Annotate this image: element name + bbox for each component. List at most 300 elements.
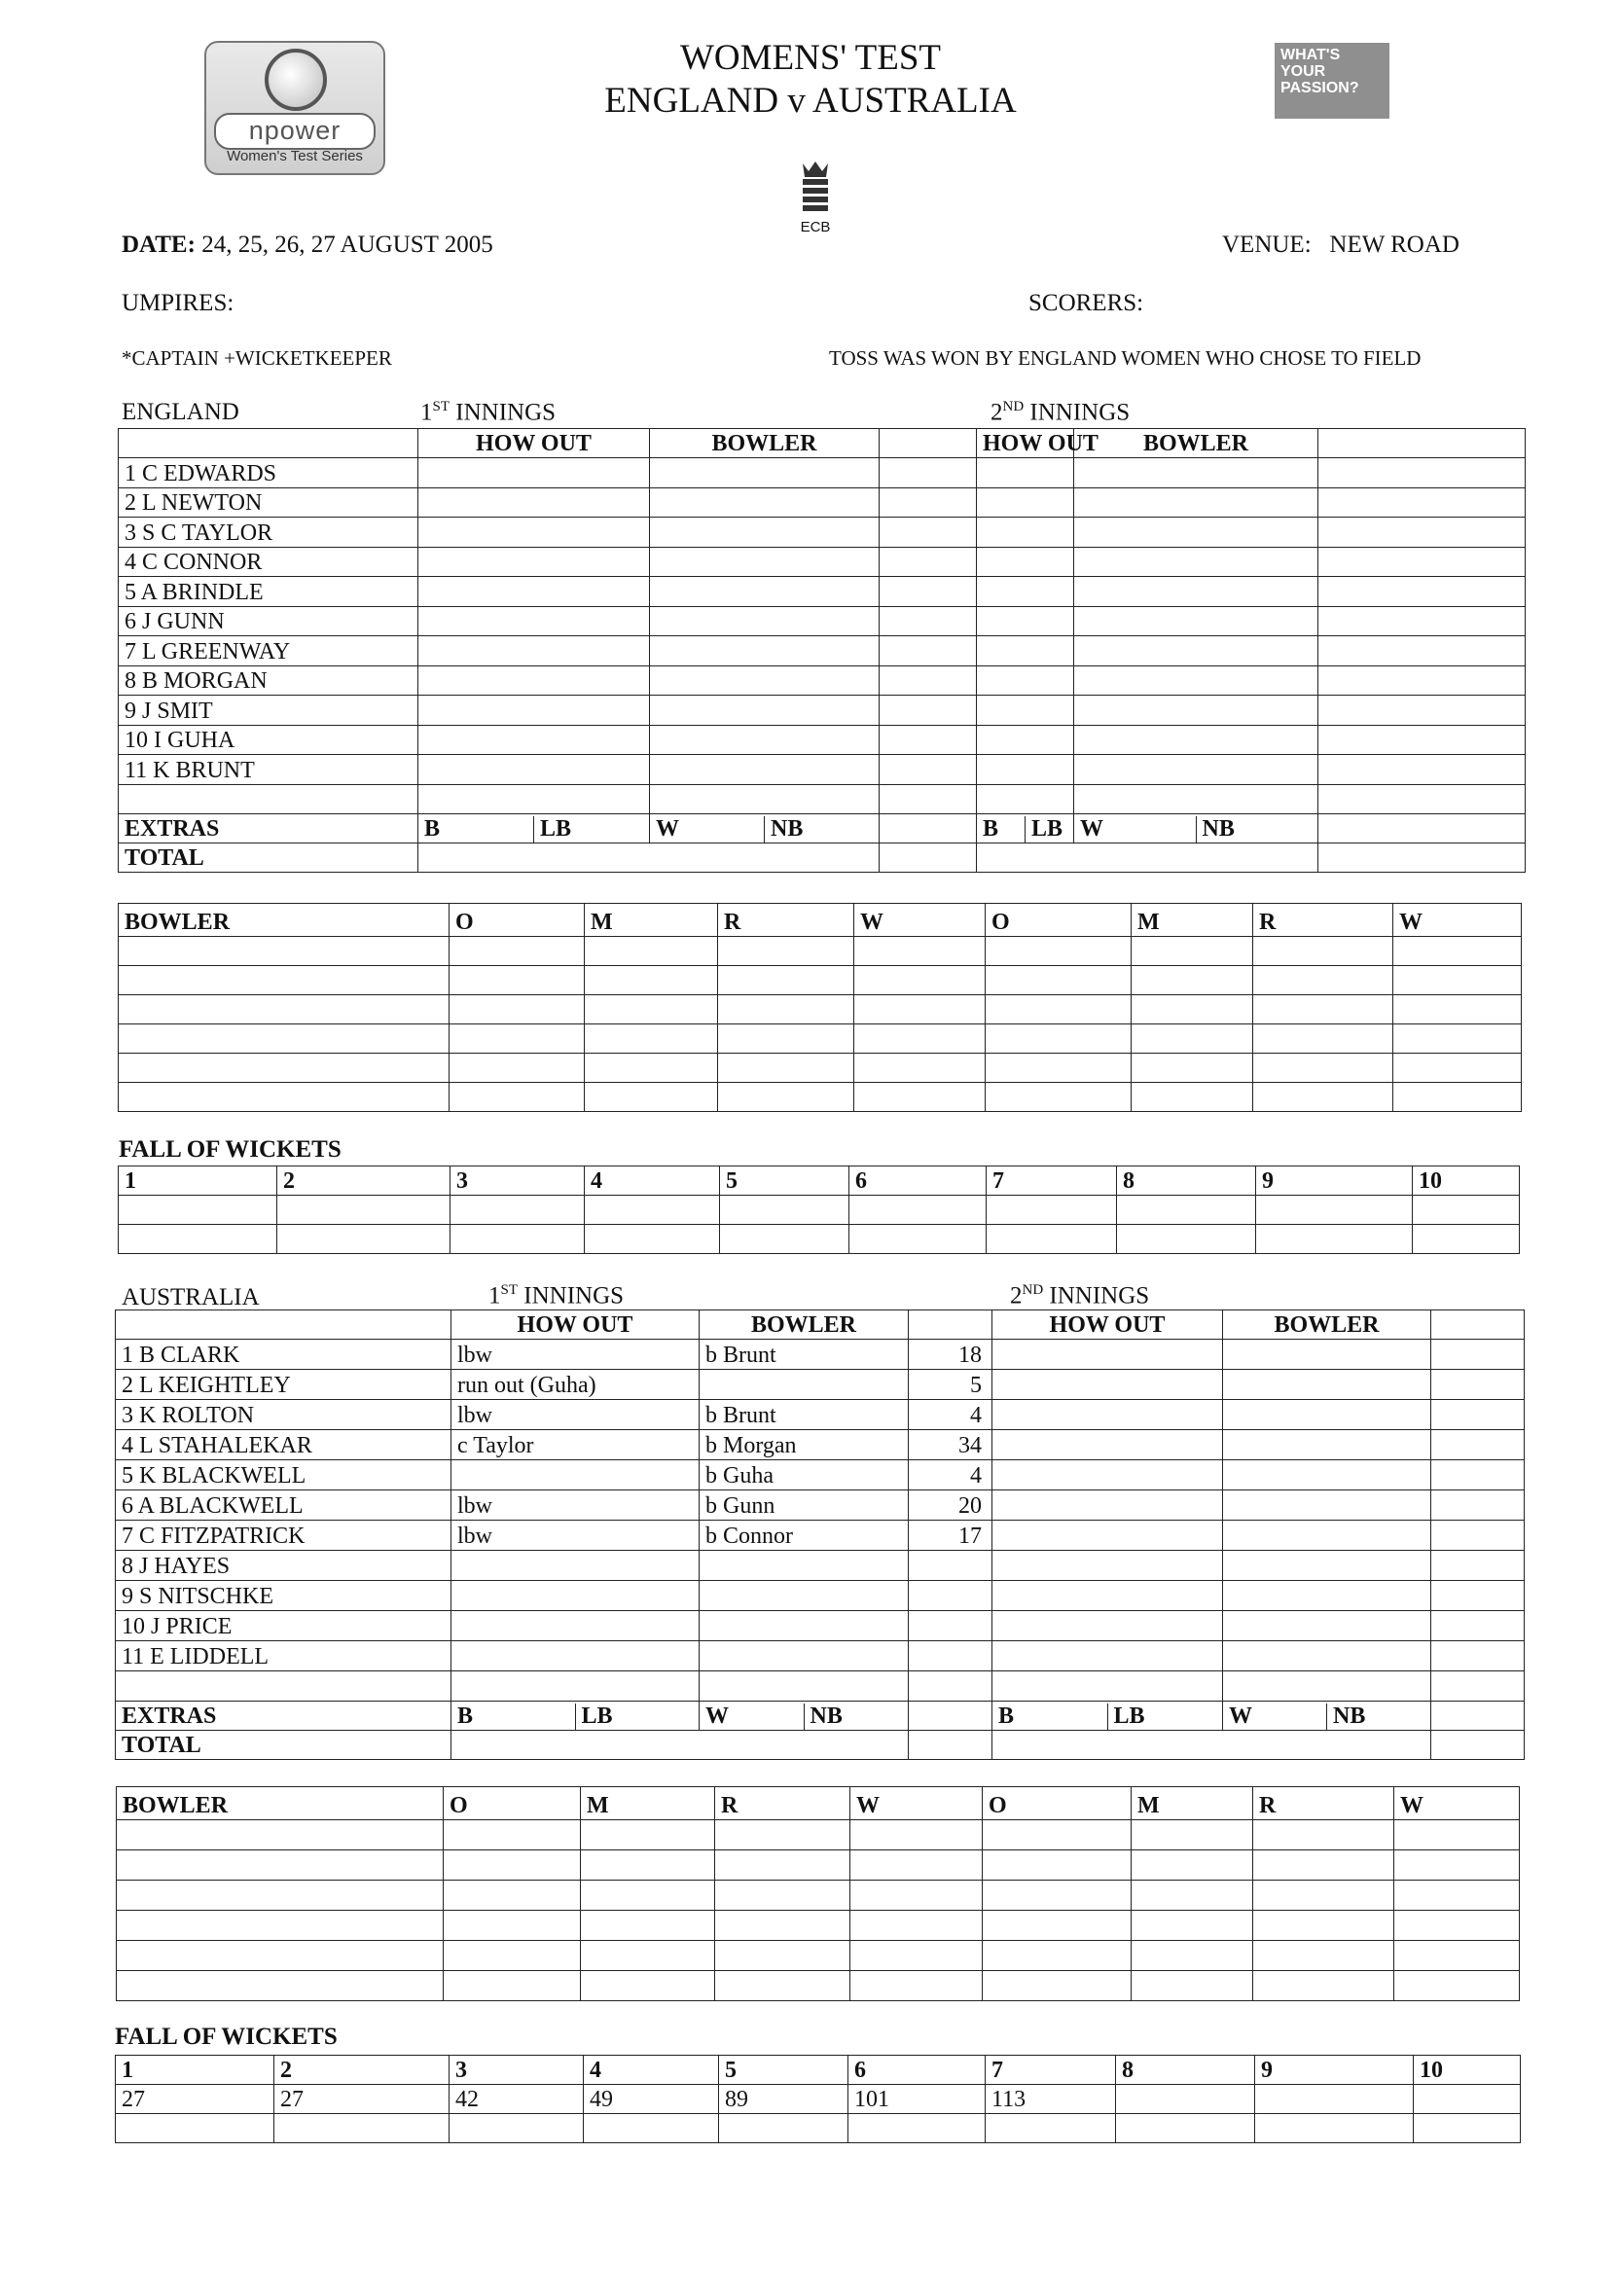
bowling-stat [1253, 1024, 1393, 1054]
australia-extras-breakdown-table [992, 1704, 1222, 1730]
bowling-stat [718, 1054, 854, 1083]
batter-bowler [650, 487, 880, 518]
batter-runs-2nd [1318, 665, 1526, 696]
bowling-stat [854, 995, 986, 1024]
batter-name: 11 K BRUNT [119, 755, 418, 785]
blank-cell [719, 2114, 848, 2143]
batter-runs [909, 1641, 992, 1671]
batter-runs-2nd [1431, 1400, 1525, 1430]
table-row [992, 1704, 1222, 1730]
australia-extras-breakdown-table [451, 1704, 699, 1730]
england-batter-row [119, 458, 1526, 488]
extras-w-label: W [700, 1704, 804, 1730]
fow-score: 27 [116, 2085, 274, 2114]
england-bowling-header [119, 904, 1522, 937]
npower-logo-series: Women's Test Series [227, 148, 363, 164]
australia-fow-blank [116, 2114, 1521, 2143]
total-label: TOTAL [116, 1731, 451, 1760]
bowling-stat [1253, 966, 1393, 995]
australia-bowler-row [117, 1941, 1520, 1971]
ecb-crest-icon [791, 158, 840, 245]
batter-bowler [700, 1370, 909, 1400]
npower-logo [204, 41, 385, 175]
bowling-stat [850, 1881, 983, 1911]
bowling-stat [854, 1083, 986, 1112]
venue-label: VENUE: [1222, 232, 1312, 258]
bowling-stat [450, 1083, 585, 1112]
blank-cell [1116, 2114, 1255, 2143]
batter-how-out-2nd [992, 1581, 1223, 1611]
batter-how-out-2nd [977, 518, 1074, 548]
bowler-column-header: BOWLER [119, 904, 450, 937]
bowling-stat [581, 1911, 715, 1941]
fow-wicket-number: 8 [1117, 1166, 1256, 1196]
batter-bowler-2nd [1074, 636, 1318, 666]
umpires-label: UMPIRES: [122, 290, 234, 316]
blank-cell [992, 1671, 1223, 1702]
venue-value: NEW ROAD [1329, 232, 1459, 258]
batter-runs [880, 725, 977, 755]
fow-wicket-number: 2 [274, 2056, 450, 2085]
england-fow-table [118, 1166, 1520, 1254]
australia-blank-row [116, 1671, 1525, 1702]
bowling-stat [1393, 966, 1522, 995]
batter-runs: 18 [909, 1340, 992, 1370]
batter-name: 6 J GUNN [119, 606, 418, 636]
england-bowling-table [118, 903, 1522, 1112]
batter-name: 3 S C TAYLOR [119, 518, 418, 548]
extras-label: EXTRAS [119, 814, 418, 843]
fow-wicket-number: 3 [450, 1166, 585, 1196]
batter-how-out-2nd [977, 458, 1074, 488]
batter-how-out-2nd [992, 1370, 1223, 1400]
batter-bowler-2nd [1074, 577, 1318, 607]
bowling-stat-header: M [585, 904, 718, 937]
batter-how-out [418, 725, 650, 755]
england-batter-row [119, 665, 1526, 696]
bowling-stat [1132, 937, 1253, 966]
bowling-stat [1394, 1820, 1520, 1850]
total-runs [909, 1731, 992, 1760]
blank-cell [986, 2114, 1116, 2143]
batter-runs-2nd [1318, 696, 1526, 726]
bowling-stat [581, 1971, 715, 2001]
batter-runs-2nd [1431, 1641, 1525, 1671]
batter-bowler-2nd [1223, 1370, 1431, 1400]
batter-bowler [650, 725, 880, 755]
title-line-2: ENGLAND v AUSTRALIA [604, 81, 1017, 121]
innings-word: INNINGS [1029, 399, 1131, 426]
batter-runs-2nd [1318, 755, 1526, 785]
england-bowler-row [119, 937, 1522, 966]
bowling-stat [585, 995, 718, 1024]
bowling-stat [718, 966, 854, 995]
england-batting-table [118, 428, 1526, 873]
bowler-header: BOWLER [650, 429, 880, 458]
batter-how-out-2nd [992, 1551, 1223, 1581]
blank-cell [450, 1225, 585, 1254]
bowling-stat [585, 1054, 718, 1083]
england-batter-row [119, 547, 1526, 577]
batter-how-out [418, 577, 650, 607]
extras-runs-2nd [1431, 1702, 1525, 1731]
batter-runs-2nd [1318, 458, 1526, 488]
batter-bowler [650, 665, 880, 696]
batter-runs [880, 547, 977, 577]
batter-bowler [650, 458, 880, 488]
batter-bowler [650, 547, 880, 577]
bowling-stat-header: M [1132, 904, 1253, 937]
batter-how-out [418, 518, 650, 548]
batter-runs [909, 1551, 992, 1581]
bowler-name [117, 1820, 444, 1850]
bowling-stat-header: W [1393, 904, 1522, 937]
blank-cell [909, 1671, 992, 1702]
batter-how-out [451, 1460, 700, 1490]
batter-bowler-2nd [1074, 518, 1318, 548]
batter-bowler [650, 606, 880, 636]
bowling-stat [1393, 1054, 1522, 1083]
extras-lb-label: LB [1031, 816, 1063, 842]
australia-fow-scores [116, 2085, 1521, 2114]
total-blank-2nd [992, 1731, 1431, 1760]
bowling-stat [450, 1024, 585, 1054]
extras-nb-label: NB [771, 816, 804, 842]
fow-wicket-number: 4 [584, 2056, 719, 2085]
bowling-stat [715, 1911, 850, 1941]
batter-how-out [418, 487, 650, 518]
batter-runs: 17 [909, 1521, 992, 1551]
fow-score [1256, 1196, 1413, 1225]
australia-extras-row [116, 1702, 1525, 1731]
bowling-stat [718, 1083, 854, 1112]
bowling-stat-header: O [986, 904, 1132, 937]
batter-how-out-2nd [992, 1460, 1223, 1490]
fow-score [1413, 1196, 1520, 1225]
blank-cell [720, 1225, 849, 1254]
batter-name: 9 S NITSCHKE [116, 1581, 451, 1611]
extras-label: EXTRAS [116, 1702, 451, 1731]
australia-bowler-row [117, 1971, 1520, 2001]
batter-bowler: b Brunt [700, 1340, 909, 1370]
bowling-stat [1253, 1054, 1393, 1083]
bowler-name [117, 1971, 444, 2001]
australia-batter-row [116, 1641, 1525, 1671]
bowling-stat [983, 1850, 1132, 1881]
batter-how-out-2nd [977, 696, 1074, 726]
bowler-name [117, 1850, 444, 1881]
batter-how-out: run out (Guha) [451, 1370, 700, 1400]
fow-wicket-number: 9 [1256, 1166, 1413, 1196]
batter-runs: 4 [909, 1460, 992, 1490]
fow-wicket-number: 3 [450, 2056, 584, 2085]
table-row [418, 816, 649, 843]
batter-bowler: b Brunt [700, 1400, 909, 1430]
bowling-stat [450, 1054, 585, 1083]
batter-name: 11 E LIDDELL [116, 1641, 451, 1671]
batter-runs-2nd [1318, 606, 1526, 636]
batter-how-out-2nd [992, 1521, 1223, 1551]
extras-runs [909, 1702, 992, 1731]
bowling-stat [850, 1941, 983, 1971]
batter-runs [880, 606, 977, 636]
bowling-stat [983, 1941, 1132, 1971]
batter-bowler-2nd [1223, 1611, 1431, 1641]
batter-runs: 5 [909, 1370, 992, 1400]
bowler-name [119, 937, 450, 966]
bowling-stat [854, 1054, 986, 1083]
bowling-stat [718, 1024, 854, 1054]
batter-how-out [451, 1581, 700, 1611]
batter-how-out-2nd [992, 1400, 1223, 1430]
batter-runs [880, 458, 977, 488]
batter-runs: 4 [909, 1400, 992, 1430]
extras-w-label: W [1074, 816, 1196, 843]
bowling-stat [450, 966, 585, 995]
batter-bowler: b Connor [700, 1521, 909, 1551]
bowling-stat [1253, 1083, 1393, 1112]
date-line [122, 232, 493, 259]
batter-how-out-2nd [992, 1611, 1223, 1641]
batter-runs [909, 1581, 992, 1611]
blank-cell [987, 1225, 1117, 1254]
bowler-name [119, 966, 450, 995]
fow-wicket-number: 10 [1413, 1166, 1520, 1196]
australia-batter-row [116, 1430, 1525, 1460]
bowling-stat [581, 1881, 715, 1911]
batter-name: 7 C FITZPATRICK [116, 1521, 451, 1551]
batter-bowler [700, 1581, 909, 1611]
batter-runs [880, 755, 977, 785]
fow-score [1116, 2085, 1255, 2114]
bowling-stat [1132, 1820, 1253, 1850]
bowling-stat [1394, 1881, 1520, 1911]
bowling-stat [983, 1911, 1132, 1941]
blank-cell [119, 784, 418, 814]
fow-score [585, 1196, 720, 1225]
batter-name: 8 B MORGAN [119, 665, 418, 696]
blank-cell [650, 784, 880, 814]
innings1-sup: ST [432, 399, 450, 414]
bowling-stat [1132, 995, 1253, 1024]
bowling-stat [715, 1881, 850, 1911]
bowling-stat [581, 1941, 715, 1971]
bowling-stat [715, 1971, 850, 2001]
batter-runs [909, 1611, 992, 1641]
england-batter-row [119, 518, 1526, 548]
batter-bowler [650, 518, 880, 548]
batter-name: 5 K BLACKWELL [116, 1460, 451, 1490]
blank-cell [880, 784, 977, 814]
batter-how-out-2nd [977, 725, 1074, 755]
batter-runs-2nd [1431, 1551, 1525, 1581]
blank-cell [700, 1671, 909, 1702]
batter-how-out [451, 1551, 700, 1581]
batter-header-cell [119, 429, 418, 458]
blank-cell [1255, 2114, 1414, 2143]
bowling-stat [983, 1820, 1132, 1850]
australia-innings2-heading [1010, 1282, 1149, 1309]
batter-bowler [650, 696, 880, 726]
bowling-stat [444, 1941, 581, 1971]
bowling-stat [850, 1911, 983, 1941]
batter-name: 5 A BRINDLE [119, 577, 418, 607]
bowling-stat [1253, 1881, 1394, 1911]
batter-header-cell [116, 1310, 451, 1340]
batter-how-out [451, 1611, 700, 1641]
innings1-num: 1 [420, 399, 433, 426]
fow-wicket-number: 1 [119, 1166, 277, 1196]
bowling-stat [585, 937, 718, 966]
batter-name: 10 I GUHA [119, 725, 418, 755]
bowling-stat [1394, 1971, 1520, 2001]
extras-nb-label: NB [1333, 1704, 1366, 1729]
batter-bowler-2nd [1223, 1641, 1431, 1671]
england-batter-row [119, 636, 1526, 666]
england-fow-blank [119, 1225, 1520, 1254]
australia-batter-row [116, 1611, 1525, 1641]
extras-b-label: B [418, 816, 534, 843]
runs-header-cell [1318, 429, 1526, 458]
batter-how-out-2nd [992, 1490, 1223, 1521]
batter-runs [880, 518, 977, 548]
batter-bowler-2nd [1074, 665, 1318, 696]
bowling-stat-header: O [983, 1787, 1132, 1820]
australia-fow-label: FALL OF WICKETS [115, 2024, 338, 2050]
innings2-num: 2 [1010, 1282, 1023, 1309]
england-extras-breakdown [977, 814, 1074, 843]
australia-innings1-heading [488, 1282, 624, 1309]
title-line-1: WOMENS' TEST [679, 38, 942, 78]
innings-word: INNINGS [523, 1282, 625, 1309]
batter-bowler: b Gunn [700, 1490, 909, 1521]
bowler-header: BOWLER [1223, 1310, 1431, 1340]
australia-batter-row [116, 1551, 1525, 1581]
total-runs [880, 843, 977, 873]
blank-cell [451, 1671, 700, 1702]
blank-cell [1413, 1225, 1520, 1254]
batter-how-out: lbw [451, 1521, 700, 1551]
batter-runs-2nd [1431, 1430, 1525, 1460]
england-innings2-heading [991, 399, 1130, 426]
fow-score [1117, 1196, 1256, 1225]
bowling-stat [581, 1820, 715, 1850]
bowling-stat [1132, 1971, 1253, 2001]
batter-bowler-2nd [1223, 1340, 1431, 1370]
batter-how-out [418, 636, 650, 666]
blank-cell [1318, 784, 1526, 814]
batter-bowler-2nd [1074, 755, 1318, 785]
blank-cell [116, 1671, 451, 1702]
england-batter-row [119, 755, 1526, 785]
bowling-stat [444, 1971, 581, 2001]
fow-score: 42 [450, 2085, 584, 2114]
fow-score [277, 1196, 450, 1225]
bowling-stat [850, 1850, 983, 1881]
batter-name: 2 L KEIGHTLEY [116, 1370, 451, 1400]
bowling-stat-header: R [715, 1787, 850, 1820]
how-out-header: HOW OUT [977, 429, 1074, 458]
australia-bowler-row [117, 1850, 1520, 1881]
england-batter-row [119, 725, 1526, 755]
fow-wicket-number: 5 [719, 2056, 848, 2085]
bowler-name [119, 1083, 450, 1112]
bowling-stat [1253, 1911, 1394, 1941]
blank-cell [116, 2114, 274, 2143]
bowler-name [117, 1941, 444, 1971]
bowling-stat-header: W [850, 1787, 983, 1820]
table-row [451, 1704, 699, 1730]
batter-bowler: b Morgan [700, 1430, 909, 1460]
how-out-header: HOW OUT [418, 429, 650, 458]
fow-score [987, 1196, 1117, 1225]
extras-runs-2nd [1318, 814, 1526, 843]
bowling-stat [585, 1024, 718, 1054]
extras-b-label: B [977, 816, 1026, 843]
bowling-stat [1393, 937, 1522, 966]
batter-bowler [650, 636, 880, 666]
england-bowler-row [119, 966, 1522, 995]
bowling-stat [1393, 1083, 1522, 1112]
batter-how-out [418, 696, 650, 726]
blank-cell [450, 2114, 584, 2143]
batter-bowler-2nd [1223, 1430, 1431, 1460]
bowling-stat [444, 1850, 581, 1881]
total-blank [418, 843, 880, 873]
england-team-label: ENGLAND [122, 399, 239, 425]
batter-how-out-2nd [992, 1641, 1223, 1671]
bowler-header: BOWLER [1074, 429, 1318, 458]
australia-batter-row [116, 1370, 1525, 1400]
blank-cell [1074, 784, 1318, 814]
batter-how-out-2nd [977, 636, 1074, 666]
fow-score [720, 1196, 849, 1225]
fow-wicket-number: 9 [1255, 2056, 1414, 2085]
batter-how-out: lbw [451, 1400, 700, 1430]
innings1-num: 1 [488, 1282, 501, 1309]
batter-runs [880, 487, 977, 518]
batter-runs-2nd [1431, 1340, 1525, 1370]
fow-wicket-number: 6 [849, 1166, 987, 1196]
australia-fow-numbers [116, 2056, 1521, 2085]
england-extras-breakdown-table [1074, 816, 1317, 843]
bowling-stat [986, 966, 1132, 995]
bowling-stat [1394, 1941, 1520, 1971]
total-runs-2nd [1318, 843, 1526, 873]
batter-how-out [451, 1641, 700, 1671]
australia-batter-row [116, 1460, 1525, 1490]
innings2-num: 2 [991, 399, 1003, 426]
england-batting-header [119, 429, 1526, 458]
blank-cell [277, 1225, 450, 1254]
batter-bowler-2nd [1074, 458, 1318, 488]
batter-runs-2nd [1318, 577, 1526, 607]
batter-bowler-2nd [1074, 487, 1318, 518]
fow-score: 27 [274, 2085, 450, 2114]
australia-team-label: AUSTRALIA [122, 1284, 260, 1310]
fow-score [849, 1196, 987, 1225]
bowler-name [119, 995, 450, 1024]
fow-score: 113 [986, 2085, 1116, 2114]
runs-header-cell [909, 1310, 992, 1340]
batter-runs-2nd [1318, 547, 1526, 577]
extras-runs [880, 814, 977, 843]
england-batter-row [119, 696, 1526, 726]
bowling-stat [854, 1024, 986, 1054]
bowling-stat [1132, 1881, 1253, 1911]
blank-cell [1414, 2114, 1521, 2143]
extras-w-label: W [1223, 1704, 1327, 1730]
